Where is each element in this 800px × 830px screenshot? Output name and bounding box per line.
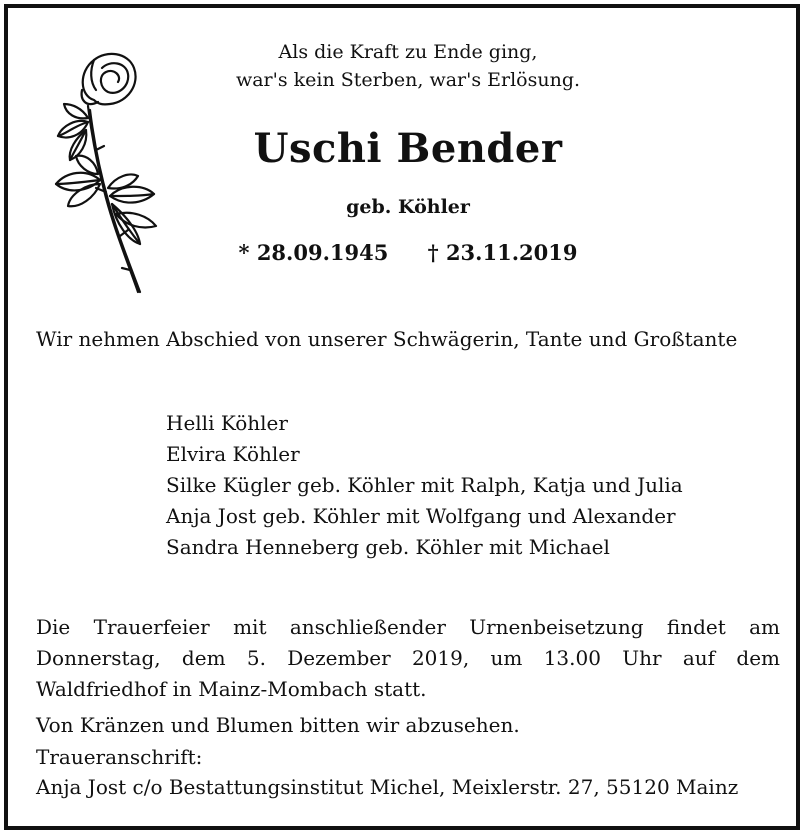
deceased-name: Uschi Bender xyxy=(253,125,563,172)
mourner-entry: Silke Kügler geb. Köhler mit Ralph, Katja und Julia xyxy=(166,473,683,497)
rose-icon xyxy=(36,38,176,300)
mourner-entry: Elvira Köhler xyxy=(166,442,300,466)
mourners-list xyxy=(166,408,786,563)
memorial-quote xyxy=(178,38,638,94)
flowers-request: Von Kränzen und Blumen bitten wir abzusehen. xyxy=(36,713,520,737)
maiden-name: geb. Köhler xyxy=(346,196,470,218)
death-date: † 23.11.2019 xyxy=(427,240,578,265)
quote-line: Als die Kraft zu Ende ging, xyxy=(278,41,538,63)
mourner-entry: Anja Jost geb. Köhler mit Wolfgang und Alexander xyxy=(166,504,676,528)
quote-line: war's kein Sterben, war's Erlösung. xyxy=(235,69,581,91)
birth-date: * 28.09.1945 xyxy=(238,240,389,265)
address-label: Traueranschrift: xyxy=(36,745,203,769)
obituary-frame xyxy=(4,4,800,830)
ceremony-notice: Die Trauerfeier mit anschließender Urnenbeisetzung findet am Donnerstag, dem 5. Dezember 2019, um 13.00 Uhr auf dem Waldfriedhof in Mainz-Mombach statt. xyxy=(36,615,780,701)
life-dates xyxy=(178,240,638,265)
mourner-entry: Helli Köhler xyxy=(166,411,288,435)
mourner-entry: Sandra Henneberg geb. Köhler mit Michael xyxy=(166,535,610,559)
farewell-intro: Wir nehmen Abschied von unserer Schwägerin, Tante und Großtante xyxy=(36,327,738,351)
mourning-address: Anja Jost c/o Bestattungsinstitut Michel, Meixlerstr. 27, 55120 Mainz xyxy=(36,775,739,799)
